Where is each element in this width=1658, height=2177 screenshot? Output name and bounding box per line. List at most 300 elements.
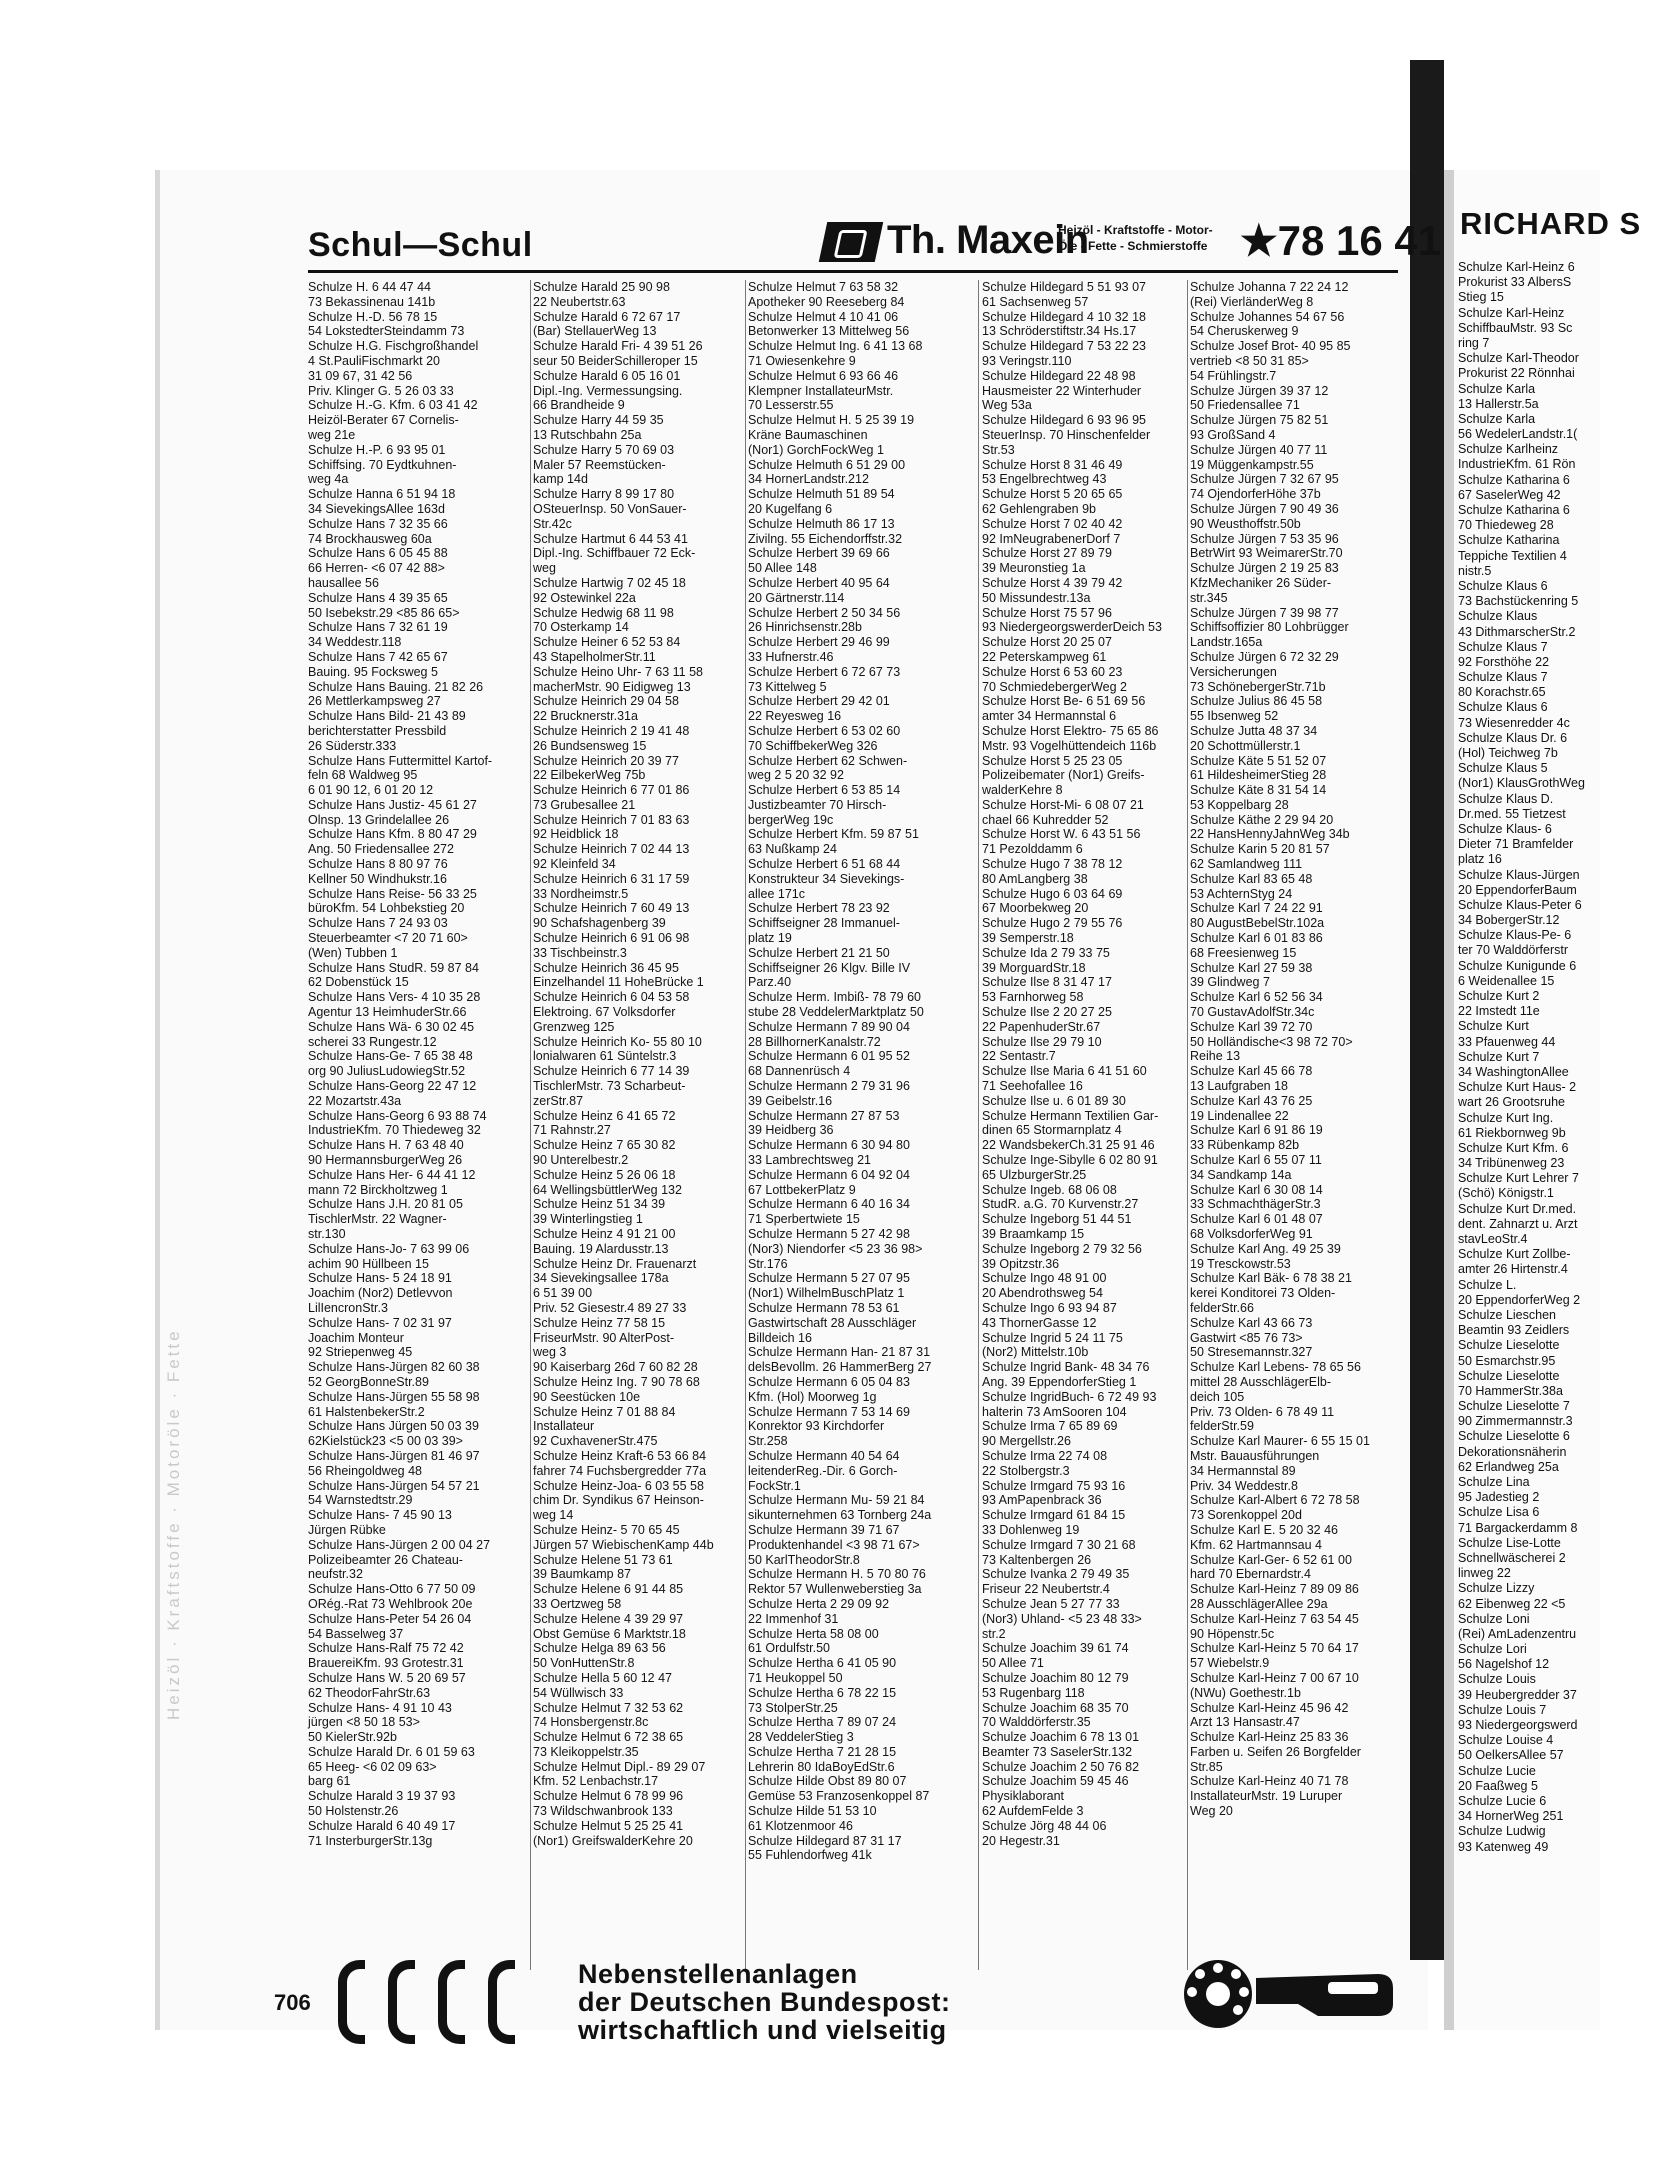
directory-entry-line: Schulze Heiner 6 52 53 84 [533, 635, 681, 650]
directory-entry-line: 90 Unterelbestr.2 [533, 1153, 629, 1168]
directory-entry-line: Schulze Hans-Jürgen 2 00 04 27 [308, 1537, 491, 1552]
directory-entry-line: Schulze Heinz Ing. 7 90 78 68 [533, 1374, 700, 1389]
next-page-entry-line: Schulze Lucie [1458, 1763, 1536, 1778]
directory-column-5 [1190, 280, 1412, 1819]
directory-entry-line: Schiffseigner 28 Immanuel- [748, 916, 900, 931]
directory-entry-line: Schulze Hildegard 7 53 22 23 [982, 339, 1147, 354]
directory-entry-line: deich 105 [1190, 1389, 1245, 1404]
directory-entry-line: Schulze H. 6 44 47 44 [308, 280, 431, 294]
directory-entry-line: chim Dr. Syndikus 67 Heinson- [533, 1493, 704, 1508]
directory-entry-line: Schiffseigner 26 Klgv. Bille IV [748, 960, 911, 975]
directory-entry-line: Schulze Hermann Mu- 59 21 84 [748, 1493, 925, 1508]
directory-entry-line: Jürgen 57 WiebischenKamp 44b [533, 1537, 714, 1552]
next-page-entry-line: SchiffbauMstr. 93 Sc [1458, 320, 1573, 335]
directory-entry-line: Schulze Ingeb. 68 06 08 [982, 1182, 1117, 1197]
directory-entry-line: Landstr.165a [1190, 635, 1263, 650]
directory-entry-line: 90 Schafshagenberg 39 [533, 916, 666, 931]
directory-entry-line: LilIencronStr.3 [308, 1300, 388, 1315]
directory-entry-line: Priv. 73 Olden- 6 78 49 11 [1190, 1404, 1335, 1419]
next-page [1454, 170, 1642, 2030]
directory-entry-line: Schulze Jürgen 7 32 67 95 [1190, 472, 1339, 487]
directory-entry-line: Schulze Karl-Heinz 40 71 78 [1190, 1774, 1349, 1789]
directory-entry-line: Jürgen Rübke [308, 1522, 386, 1537]
directory-entry-line: Priv. Klinger G. 5 26 03 33 [308, 383, 454, 398]
directory-entry-line: Schulze Karl 39 72 70 [1190, 1019, 1313, 1034]
directory-entry-line: kerei Konditorei 73 Olden- [1190, 1286, 1336, 1301]
telephone-handset-icon [338, 1960, 365, 2044]
next-page-entry-line: ter 70 Walddörferstr [1458, 943, 1568, 958]
directory-entry-line: Elektroing. 67 Volksdorfer [533, 1005, 676, 1020]
directory-entry-line: 71 Heukoppel 50 [748, 1670, 843, 1685]
directory-entry-line: 54 Basselweg 37 [308, 1626, 404, 1641]
directory-entry-line: 93 GroßSand 4 [1190, 427, 1276, 442]
directory-entry-line: Mstr. Bauausführungen [1190, 1448, 1320, 1463]
directory-entry-line: Dipl.-Ing. Vermessungsing. [533, 383, 683, 398]
directory-entry-line: 61 Ordulfstr.50 [748, 1641, 830, 1656]
directory-entry-line: Schulze Hertha 6 78 22 15 [748, 1685, 897, 1700]
directory-entry-line: Schulze Heinrich 2 19 41 48 [533, 723, 690, 738]
directory-entry-line: Schulze Hans StudR. 59 87 84 [308, 960, 479, 975]
next-page-entry-line: 43 DithmarscherStr.2 [1458, 624, 1576, 639]
directory-entry-line: 73 Kittelweg 5 [748, 679, 827, 694]
directory-entry-line: Schulze Ingo 48 91 00 [982, 1271, 1107, 1286]
directory-entry-line: Schulze Herta 2 29 09 92 [748, 1596, 890, 1611]
directory-entry-line: Schulze Hermann 7 53 14 69 [748, 1404, 910, 1419]
directory-entry-line: Schulze Hermann 27 87 53 [748, 1108, 900, 1123]
directory-entry-line: Schulze Helene 4 39 29 97 [533, 1611, 684, 1626]
directory-entry-line: Schulze IngridBuch- 6 72 49 93 [982, 1389, 1157, 1404]
directory-entry-line: Schulze Hans 7 42 65 67 [308, 649, 448, 664]
directory-entry-line: Schulze Irma 22 74 08 [982, 1448, 1108, 1463]
next-page-entry-line: Schulze Lieselotte [1458, 1368, 1560, 1383]
directory-entry-line: Schulze Hans Vers- 4 10 35 28 [308, 990, 481, 1005]
next-page-entry-line: Schulze Kurt Ing. [1458, 1110, 1554, 1125]
directory-entry-line: Schulze Heinz-Joa- 6 03 55 58 [533, 1478, 704, 1493]
directory-entry-line: Schulze Hans Her- 6 44 41 12 [308, 1167, 476, 1182]
directory-entry-line: Schulze Heinrich 6 77 14 39 [533, 1064, 690, 1079]
directory-entry-line: Bauing. 95 Focksweg 5 [308, 664, 438, 679]
directory-entry-line: Schulze Heinrich 36 45 95 [533, 960, 679, 975]
directory-entry-line: 74 Honsbergenstr.8c [533, 1715, 649, 1730]
directory-entry-line: 92 ImNeugrabenerDorf 7 [982, 531, 1121, 546]
directory-entry-line: 50 Isebekstr.29 <85 86 65> [308, 605, 460, 620]
directory-entry-line: Schulze Hans 7 24 93 03 [308, 916, 448, 931]
directory-entry-line: Schulze Hans-Jürgen 81 46 97 [308, 1448, 480, 1463]
directory-entry-line: Schulze Jürgen 40 77 11 [1190, 442, 1328, 457]
column-divider [978, 280, 979, 1970]
directory-entry-line: Schulze Karl Lebens- 78 65 56 [1190, 1360, 1361, 1375]
directory-entry-line: FriseurMstr. 90 AlterPost- [533, 1330, 675, 1345]
directory-entry-line: vertrieb <8 50 31 85> [1190, 353, 1309, 368]
column-divider [745, 280, 746, 1970]
directory-entry-line: Schulze Hugo 2 79 55 76 [982, 916, 1123, 931]
directory-entry-line: Schulze Herbert 39 69 66 [748, 546, 890, 561]
directory-entry-line: 28 BillhornerKanalstr.72 [748, 1034, 881, 1049]
directory-entry-line: Schulze Hans-Peter 54 26 04 [308, 1611, 472, 1626]
next-page-entry-line: 20 EppendorferBaum [1458, 882, 1577, 897]
directory-entry-line: 19 Lindenallee 22 [1190, 1108, 1289, 1123]
directory-entry-line: StudR. a.G. 70 Kurvenstr.27 [982, 1197, 1139, 1212]
directory-entry-line: str.130 [308, 1227, 346, 1241]
next-page-entry-line: Schulze Karla [1458, 411, 1536, 426]
directory-entry-line: Schulze Harald 6 40 49 17 [308, 1818, 456, 1833]
directory-entry-line: Schulze Hans J.H. 20 81 05 [308, 1197, 463, 1212]
directory-entry-line: 50 Missundestr.13a [982, 590, 1091, 605]
directory-entry-line: 39 Geibelstr.16 [748, 1093, 833, 1108]
page-margin-imprint: Heizöl · Kraftstoffe · Motoröle · Fette [164, 1328, 183, 1720]
directory-entry-line: Schulze Hans Bauing. 21 82 26 [308, 679, 484, 694]
directory-entry-line: weg 3 [533, 1345, 567, 1360]
directory-entry-line: Schulze Helmuth 6 51 29 00 [748, 457, 906, 472]
directory-entry-line: Schulze Heinrich 29 04 58 [533, 694, 679, 709]
directory-entry-line: Schulze Helmut Ing. 6 41 13 68 [748, 339, 923, 354]
next-page-entry-line: Prokurist 33 AlbersS [1458, 275, 1572, 290]
directory-entry-line: Schulze Helene 51 73 61 [533, 1552, 673, 1567]
directory-entry-line: Schulze Heinrich 6 91 06 98 [533, 931, 690, 946]
directory-entry-line: Ang. 50 Friedensallee 272 [308, 842, 454, 857]
directory-entry-line: Schulze H.-G. Kfm. 6 03 41 42 [308, 398, 478, 413]
directory-entry-line: walderKehre 8 [982, 783, 1063, 798]
next-page-entry-line: Schulze Louise 4 [1458, 1733, 1554, 1748]
column-divider [530, 280, 531, 1970]
directory-entry-line: 70 Osterkamp 14 [533, 620, 629, 635]
next-page-entry-line: Schulze Lieselotte [1458, 1338, 1560, 1353]
directory-entry-line: Schulze Karl Ang. 49 25 39 [1190, 1241, 1341, 1256]
directory-entry-line: Schulze Herm. Imbiß- 78 79 60 [748, 990, 921, 1005]
directory-entry-line: Schulze Hugo 7 38 78 12 [982, 857, 1123, 872]
directory-entry-line: (Nor2) Mittelstr.10b [982, 1345, 1089, 1360]
directory-entry-line: Schulze Hermann 6 01 95 52 [748, 1049, 910, 1064]
directory-entry-line: Schulze Ilse 29 79 10 [982, 1034, 1102, 1049]
directory-entry-line: Schulze H.-D. 56 78 15 [308, 309, 438, 324]
directory-entry-line: Kellner 50 Windhukstr.16 [308, 871, 447, 886]
directory-entry-line: Schulze Heinz 6 41 65 72 [533, 1108, 676, 1123]
directory-entry-line: 34 Hermannstal 89 [1190, 1463, 1296, 1478]
directory-entry-line: Schulze Hartwig 7 02 45 18 [533, 575, 686, 590]
directory-entry-line: weg 4a [308, 472, 349, 487]
next-page-entry-line: Stieg 15 [1458, 290, 1504, 305]
directory-entry-line: 74 OjendorferHöhe 37b [1190, 487, 1321, 502]
directory-entry-line: 20 Gärtnerstr.114 [748, 590, 845, 605]
directory-entry-line: 65 UlzburgerStr.25 [982, 1167, 1087, 1182]
directory-entry-line: FockStr.1 [748, 1478, 801, 1493]
directory-entry-line: Schulze Hildegard 4 10 32 18 [982, 309, 1147, 324]
directory-entry-line: 50 VonHuttenStr.8 [533, 1656, 635, 1671]
directory-entry-line: Schulze Hans- 7 02 31 97 [308, 1315, 452, 1330]
directory-entry-line: Schulze Ilse u. 6 01 89 30 [982, 1093, 1126, 1108]
directory-entry-line: 62 Gehlengraben 9b [982, 501, 1096, 516]
directory-entry-line: Schulze Horst 8 31 46 49 [982, 457, 1123, 472]
directory-entry-line: Ang. 39 EppendorferStieg 1 [982, 1374, 1137, 1389]
next-page-entry-line: Schulze Karla [1458, 381, 1536, 396]
directory-entry-line: 62 Dobenstück 15 [308, 975, 409, 990]
next-page-entry-line: 70 HammerStr.38a [1458, 1383, 1563, 1398]
directory-entry-line: Schulze Horst-Mi- 6 08 07 21 [982, 797, 1144, 812]
directory-entry-line: Priv. 52 Giesestr.4 89 27 33 [533, 1300, 687, 1315]
directory-entry-line: dinen 65 Stormarnplatz 4 [982, 1123, 1122, 1138]
directory-entry-line: 62 TheodorFahrStr.63 [308, 1685, 431, 1700]
directory-entry-line: Schulze Herbert 62 Schwen- [748, 753, 908, 768]
directory-entry-line: Schulze Heinrich 6 31 17 59 [533, 871, 690, 886]
next-page-entry-line: Schulze Lieselotte 6 [1458, 1429, 1570, 1444]
advertiser-tagline [1058, 222, 1213, 254]
directory-entry-line: Schulze Karl 6 30 08 14 [1190, 1182, 1323, 1197]
next-page-entry-line: 62 Erlandweg 25a [1458, 1459, 1559, 1474]
directory-entry-line: Schulze Helmut 7 32 53 62 [533, 1700, 684, 1715]
directory-entry-line: Schulze Karl 43 66 73 [1190, 1315, 1313, 1330]
directory-entry-line: 33 Tischbeinstr.3 [533, 945, 627, 960]
directory-entry-line: Schulze Helmut 7 63 58 32 [748, 280, 899, 294]
next-page-entry-line: (Rei) AmLadenzentru [1458, 1626, 1577, 1641]
directory-entry-line: Schulze Herbert 2 50 34 56 [748, 605, 901, 620]
next-page-entry-line: Schulze Lina [1458, 1475, 1530, 1489]
directory-entry-line: Schulze Hilde 51 53 10 [748, 1804, 877, 1819]
next-page-entry-line: 62 Eibenweg 22 <5 [1458, 1596, 1566, 1611]
next-page-entry-line: Schulze Klaus D. [1458, 791, 1554, 806]
directory-entry-line: 90 Höpenstr.5c [1190, 1626, 1275, 1641]
directory-entry-line: 50 KielerStr.92b [308, 1730, 397, 1745]
directory-entry-line: Schulze Helmuth 51 89 54 [748, 487, 895, 502]
directory-entry-line: Kfm. 52 Lenbachstr.17 [533, 1774, 659, 1789]
directory-entry-line: weg 2 5 20 32 92 [748, 768, 844, 783]
next-page-entry-line: 71 Bargackerdamm 8 [1458, 1520, 1578, 1535]
directory-entry-line: 31 09 67, 31 42 56 [308, 368, 413, 383]
next-page-entry-line: Beamtin 93 Zeidlers [1458, 1323, 1570, 1338]
directory-entry-line: Schulze Harry 8 99 17 80 [533, 487, 675, 502]
directory-entry-line: 68 Freesienweg 15 [1190, 945, 1297, 960]
directory-entry-line: Schulze Harald 6 05 16 01 [533, 368, 681, 383]
directory-entry-line: Schulze Helene 6 91 44 85 [533, 1582, 684, 1597]
next-page-entry-line: Schulze Lieschen [1458, 1307, 1556, 1322]
directory-entry-line: Schulze Heinz 77 58 15 [533, 1315, 666, 1330]
next-page-entry-line: ring 7 [1458, 335, 1490, 350]
directory-entry-line: Schulze Helmuth 86 17 13 [748, 516, 895, 531]
directory-entry-line: Schulze Inge-Sibylle 6 02 80 91 [982, 1153, 1158, 1168]
directory-entry-line: Versicherungen [1190, 664, 1277, 679]
directory-entry-line: Schulze Hermann 2 79 31 96 [748, 1079, 910, 1094]
directory-entry-line: 92 CuxhavenerStr.475 [533, 1434, 658, 1449]
directory-entry-line: 50 Allee 71 [982, 1656, 1044, 1671]
advert-text [578, 1960, 951, 2044]
directory-entry-line: Schulze Harald 25 90 98 [533, 280, 670, 294]
next-page-entry-line: 34 BobergerStr.12 [1458, 913, 1560, 928]
directory-entry-line: Grenzweg 125 [533, 1019, 615, 1034]
directory-entry-line: 19 Müggenkampstr.55 [1190, 457, 1314, 472]
directory-entry-line: 90 HermannsburgerWeg 26 [308, 1153, 463, 1168]
directory-entry-line: Schulze Ilse 8 31 47 17 [982, 975, 1112, 990]
directory-entry-line: Schulze Joachim 6 78 13 01 [982, 1730, 1140, 1745]
directory-entry-line: 39 MorguardStr.18 [982, 960, 1086, 975]
directory-entry-line: 62 AufdemFelde 3 [982, 1804, 1084, 1819]
next-page-entry-line: Dekorationsnäherin [1458, 1444, 1567, 1459]
directory-entry-line: 54 Warnstedtstr.29 [308, 1493, 413, 1508]
directory-entry-line: Schulze Jürgen 7 53 35 96 [1190, 531, 1339, 546]
next-page-entry-line: 50 Esmarchstr.95 [1458, 1353, 1556, 1368]
directory-entry-line: Schulze Hans 4 39 35 65 [308, 590, 448, 605]
directory-entry-line: Schulze Hertha 6 41 05 90 [748, 1656, 897, 1671]
directory-entry-line: Schulze Ingrid 5 24 11 75 [982, 1330, 1123, 1345]
directory-entry-line: Joachim Monteur [308, 1330, 404, 1345]
directory-entry-line: Schulze Herbert 6 53 02 60 [748, 723, 901, 738]
directory-entry-line: Schulze Käthe 2 29 94 20 [1190, 812, 1334, 827]
directory-entry-line: Parz.40 [748, 975, 792, 990]
directory-entry-line: 62Kielstück23 <5 00 03 39> [308, 1434, 463, 1449]
directory-entry-line: Bauing. 19 Alardusstr.13 [533, 1241, 669, 1256]
directory-entry-line: Schulze Karl E. 5 20 32 46 [1190, 1522, 1339, 1537]
directory-entry-line: Schiffsing. 70 Eydtkuhnen- [308, 457, 457, 472]
directory-entry-line: 34 Sievekingsallee 178a [533, 1271, 669, 1286]
directory-entry-line: Konrektor 93 Kirchdorfer [748, 1419, 885, 1434]
directory-entry-line: 67 LottbekerPlatz 9 [748, 1182, 856, 1197]
directory-entry-line: 20 Hegestr.31 [982, 1833, 1060, 1848]
directory-entry-line: 53 Rugenbarg 118 [982, 1685, 1085, 1700]
directory-entry-line: Schulze Heinz 51 34 39 [533, 1197, 666, 1212]
directory-entry-line: Schulze Hermann 39 71 67 [748, 1522, 900, 1537]
directory-entry-line: Schulze Heinz Dr. Frauenarzt [533, 1256, 697, 1271]
directory-entry-line: Schiffsoffizier 80 Lohbrügger [1190, 620, 1349, 635]
directory-entry-line: 28 AusschlägerAllee 29a [1190, 1596, 1328, 1611]
directory-entry-line: Schulze Karl 83 65 48 [1190, 871, 1313, 886]
directory-entry-line: 54 Wüllwisch 33 [533, 1685, 624, 1700]
directory-entry-line: hard 70 Ebernardstr.4 [1190, 1567, 1311, 1582]
next-page-entry-line: Schulze Louis [1458, 1672, 1536, 1687]
directory-entry-line: (Nor1) WilhelmBuschPlatz 1 [748, 1286, 905, 1301]
next-page-entry-line: Schnellwäscherei 2 [1458, 1550, 1566, 1565]
next-page-entry-line: Schulze Klaus 6 [1458, 700, 1548, 715]
directory-entry-line: 33 Rübenkamp 82b [1190, 1138, 1300, 1153]
directory-entry-line: Schulze Hertha 7 89 07 24 [748, 1715, 897, 1730]
directory-entry-line: Schulze Hermann 40 54 64 [748, 1448, 900, 1463]
directory-entry-line: 73 Kaltenbergen 26 [982, 1552, 1092, 1567]
advert-line1: Nebenstellenanlagen [578, 1959, 858, 1989]
directory-entry-line: 53 AchternStyg 24 [1190, 886, 1293, 901]
directory-entry-line: Gastwirt <85 76 73> [1190, 1330, 1303, 1345]
directory-entry-line: Schulze Irmgard 7 30 21 68 [982, 1537, 1136, 1552]
directory-entry-line: Schulze Horst 6 53 60 23 [982, 664, 1123, 679]
directory-entry-line: büroKfm. 54 Lohbekstieg 20 [308, 901, 465, 916]
directory-column-4 [982, 280, 1204, 1848]
directory-entry-line: Schulze Hans-Georg 6 93 88 74 [308, 1108, 487, 1123]
directory-entry-line: Schulze Herbert 6 72 67 73 [748, 664, 901, 679]
directory-entry-line: Schulze Horst 75 57 96 [982, 605, 1112, 620]
directory-entry-line: Schulze Karl 6 01 83 86 [1190, 931, 1323, 946]
directory-entry-line: 26 Mettlerkampsweg 27 [308, 694, 441, 709]
directory-entry-line: Schulze Harry 5 70 69 03 [533, 442, 675, 457]
directory-entry-line: Schulze Helmut 6 78 99 96 [533, 1789, 684, 1804]
directory-entry-line: Schulze Hans-Jürgen 82 60 38 [308, 1360, 480, 1375]
directory-entry-line: feln 68 Waldweg 95 [308, 768, 418, 783]
directory-entry-line: barg 61 [308, 1774, 351, 1789]
directory-entry-line: mann 72 Birckholtzweg 1 [308, 1182, 448, 1197]
next-page-entry-line: 39 Heubergredder 37 [1458, 1687, 1577, 1702]
directory-entry-line: 92 Ostewinkel 22a [533, 590, 636, 605]
directory-entry-line: Schulze Herbert Kfm. 59 87 51 [748, 827, 919, 842]
next-page-entry-line: Schulze Kurt Kfm. 6 [1458, 1140, 1569, 1155]
directory-entry-line: felderStr.59 [1190, 1419, 1254, 1434]
directory-entry-line: Rektor 57 Wullenweberstieg 3a [748, 1582, 922, 1597]
directory-entry-line: Produktenhandel <3 98 71 67> [748, 1537, 920, 1552]
next-page-entry-line: Schulze Klaus 5 [1458, 761, 1548, 776]
directory-entry-line: Schulze Johannes 54 67 56 [1190, 309, 1345, 324]
directory-entry-line: Schulze Hermann 6 05 04 83 [748, 1374, 910, 1389]
directory-entry-line: Einzelhandel 11 HoheBrücke 1 [533, 975, 704, 990]
directory-entry-line: 61 Klotzenmoor 46 [748, 1818, 853, 1833]
directory-entry-line: Schulze Heino Uhr- 7 63 11 58 [533, 664, 704, 679]
directory-entry-line: Schulze Karl-Heinz 45 96 42 [1190, 1700, 1349, 1715]
directory-entry-line: fahrer 74 Fuchsbergredder 77a [533, 1463, 707, 1478]
directory-entry-line: 22 Peterskampweg 61 [982, 649, 1107, 664]
directory-entry-line: 22 Reyesweg 16 [748, 709, 842, 724]
directory-entry-line: Schulze Hedwig 68 11 98 [533, 605, 674, 620]
directory-entry-line: 26 Süderstr.333 [308, 738, 397, 753]
book-spine [1410, 60, 1444, 1960]
directory-entry-line: Schulze Herbert 78 23 92 [748, 901, 890, 916]
directory-entry-line: 34 SievekingsAllee 163d [308, 501, 445, 516]
directory-entry-line: Schulze Karl-Heinz 7 63 54 45 [1190, 1611, 1359, 1626]
directory-entry-line: 20 Abendrothsweg 54 [982, 1286, 1103, 1301]
next-page-entry-line: 90 Zimmermannstr.3 [1458, 1414, 1573, 1429]
directory-entry-line: Schulze Helmut Dipl.- 89 29 07 [533, 1759, 706, 1774]
directory-entry-line: Schulze Hermann 5 27 42 98 [748, 1227, 910, 1241]
directory-entry-line: Schulze Karin 5 20 81 57 [1190, 842, 1330, 857]
directory-entry-line: jürgen <8 50 18 53> [308, 1715, 420, 1730]
directory-entry-line: 33 Dohlenweg 19 [982, 1522, 1080, 1537]
directory-entry-line: 22 Immenhof 31 [748, 1611, 839, 1626]
directory-entry-line: Schulze Hanna 6 51 94 18 [308, 487, 456, 502]
directory-entry-line: 13 Schröderstiftstr.34 Hs.17 [982, 324, 1137, 339]
next-page-entry-line: 20 Faaßweg 5 [1458, 1778, 1538, 1793]
next-page-entry-line: Schulze Katharina [1458, 533, 1560, 548]
directory-entry-line: Schulze Hans H. 7 63 48 40 [308, 1138, 464, 1153]
directory-entry-line: 53 Koppelbarg 28 [1190, 797, 1289, 812]
directory-entry-line: InstallateurMstr. 19 Luruper [1190, 1789, 1343, 1804]
directory-entry-line: Schulze Jürgen 75 82 51 [1190, 413, 1329, 428]
directory-entry-line: Friseur 22 Neubertstr.4 [982, 1582, 1110, 1597]
directory-entry-line: 54 LokstedterSteindamm 73 [308, 324, 465, 339]
directory-entry-line: 20 Kugelfang 6 [748, 501, 833, 516]
directory-entry-line: 22 Brucknerstr.31a [533, 709, 638, 724]
directory-entry-line: Weg 53a [982, 398, 1032, 413]
directory-entry-line: 33 Hufnerstr.46 [748, 649, 834, 664]
page-number: 706 [274, 1990, 311, 2015]
directory-entry-line: Schulze Herbert 29 42 01 [748, 694, 890, 709]
next-page-column [1458, 260, 1658, 1855]
directory-entry-line: Schulze Ilse 2 20 27 25 [982, 1005, 1112, 1020]
directory-entry-line: weg 21e [308, 427, 356, 442]
directory-entry-line: scherei 33 Rungestr.12 [308, 1034, 437, 1049]
directory-entry-line: neufstr.32 [308, 1567, 363, 1582]
next-page-entry-line: 56 Nagelshof 12 [1458, 1657, 1550, 1672]
directory-entry-line: Schulze Karl-Albert 6 72 78 58 [1190, 1493, 1360, 1508]
directory-entry-line: 70 Walddörferstr.35 [982, 1715, 1091, 1730]
directory-entry-line: Schulze Hans-Jo- 7 63 99 06 [308, 1241, 470, 1256]
next-page-entry-line: Schulze Kurt [1458, 1019, 1529, 1034]
directory-entry-line: Schulze Heinz 4 91 21 00 [533, 1227, 676, 1241]
directory-entry-line: Schulze Hans Bild- 21 43 89 [308, 709, 466, 724]
directory-entry-line: lonialwaren 61 Süntelstr.3 [533, 1049, 677, 1064]
directory-entry-line: 39 Meuronstieg 1a [982, 561, 1086, 576]
directory-entry-line: Schulze Hans W. 5 20 69 57 [308, 1670, 466, 1685]
directory-entry-line: Schulze Heinz 7 65 30 82 [533, 1138, 676, 1153]
directory-entry-line: 90 Seestücken 10e [533, 1389, 641, 1404]
directory-entry-line: stube 28 VeddelerMarktplatz 50 [748, 1005, 924, 1020]
directory-entry-line: 61 HildesheimerStieg 28 [1190, 768, 1327, 783]
directory-entry-line: Schulze Käte 5 51 52 07 [1190, 753, 1327, 768]
telephone-handset-icon [488, 1960, 515, 2044]
directory-entry-line: Schulze Hans 8 80 97 76 [308, 857, 448, 872]
directory-entry-line: Schulze Hans 6 05 45 88 [308, 546, 448, 561]
directory-entry-line: Schulze Hans- 7 45 90 13 [308, 1508, 452, 1523]
